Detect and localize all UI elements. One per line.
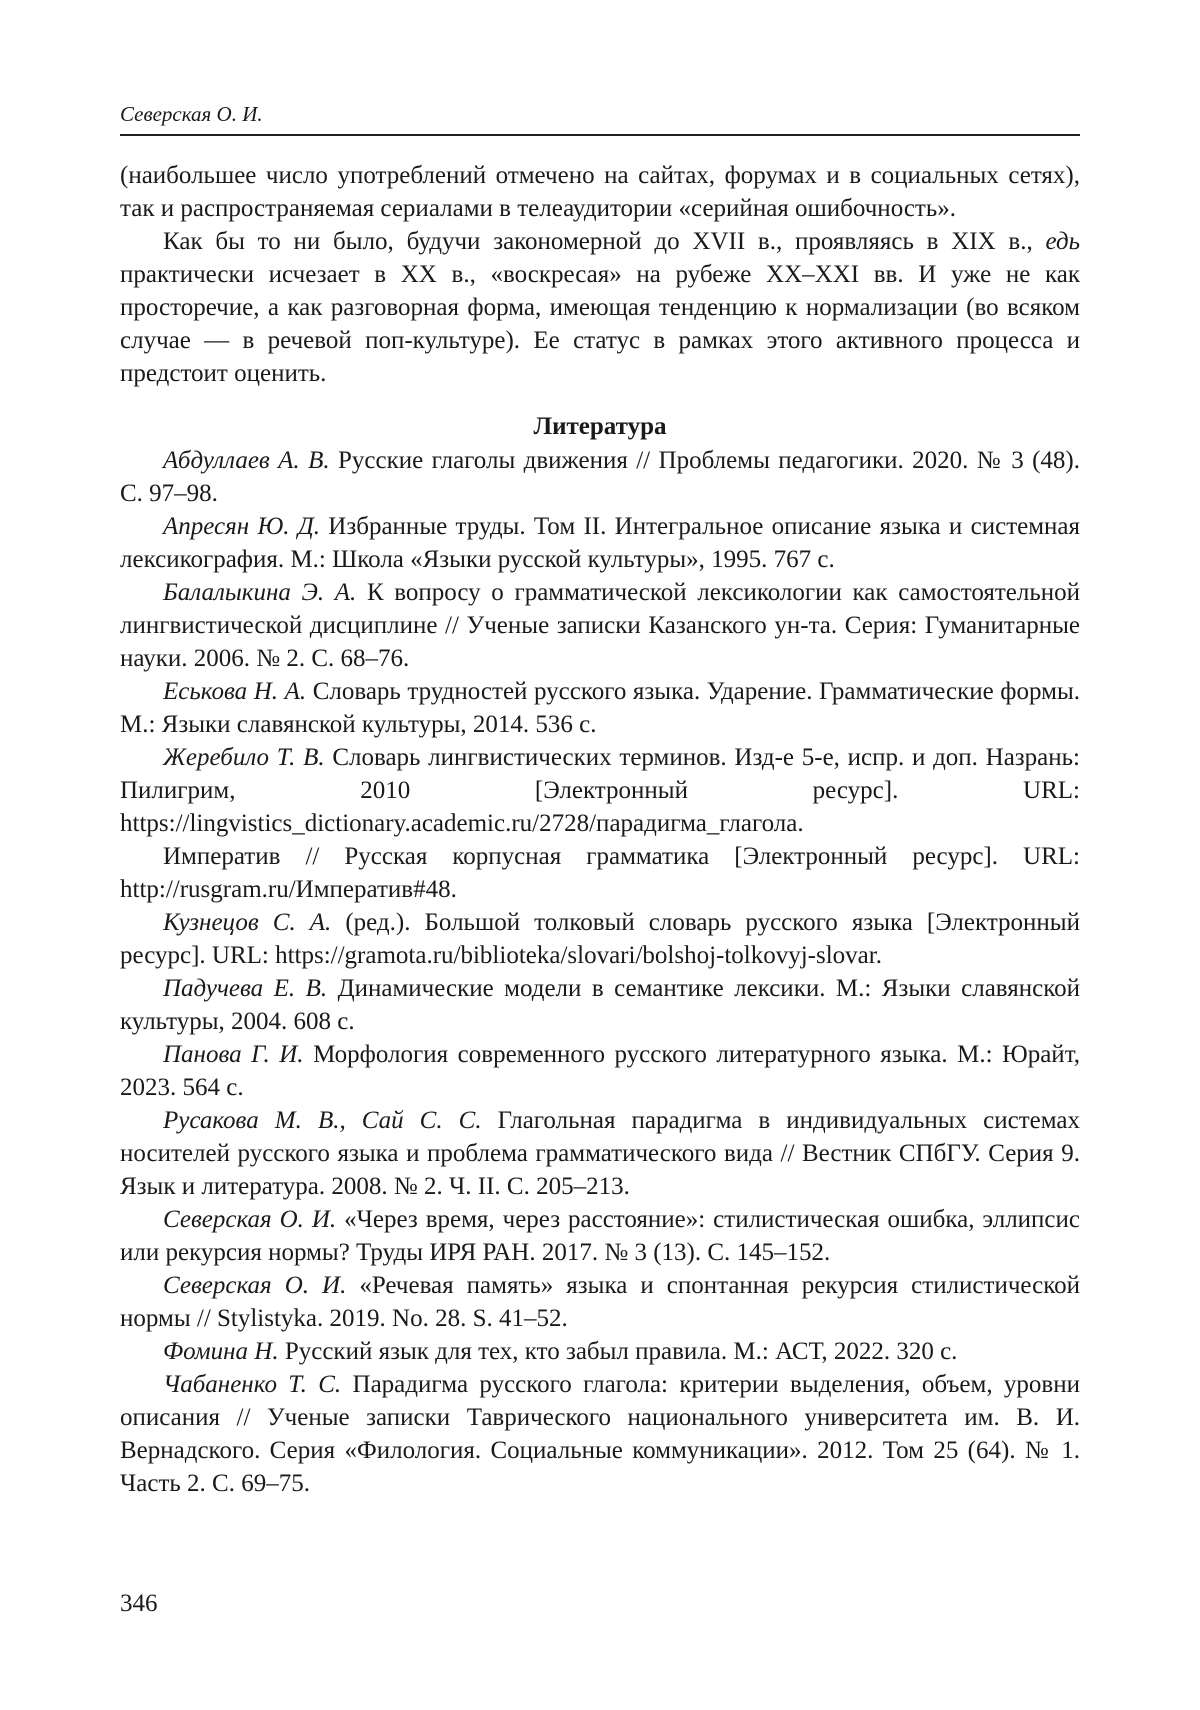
reference-text: Императив // Русская корпусная грамматика [Электронный ресурс]. URL: http://rusgram.ru/Императив#48. [120, 843, 1080, 903]
reference-author: Русакова М. В., Сай С. С. [163, 1107, 482, 1134]
reference-author: Кузнецов С. А. [163, 909, 332, 936]
reference-item [120, 444, 1080, 510]
paragraph-2-italic-word: едь [1045, 228, 1080, 255]
page-number: 346 [120, 1590, 158, 1617]
reference-text: (ред.). Большой толковый словарь русского языка [Электронный ресурс]. URL: https://gramota.ru/biblioteka/slovari/bolshoj-tolkovyj-slovar. [120, 909, 1080, 969]
page-content [120, 159, 1080, 1500]
paragraph-2-text-a: Как бы то ни было, будучи закономерной до XVII в., проявляясь в XIX в., [163, 228, 1046, 255]
reference-item [120, 741, 1080, 840]
reference-item [120, 840, 1080, 906]
paragraph-2-text-b: практически исчезает в XX в., «воскресая» на рубеже XX–XXI вв. И уже не как просторечие, а как разговорная форма, имеющая тенденцию к нормализации (во всяком случае — в речевой поп-культуре). Ее статус в рамках этого активного процесса и предстоит оценить. [120, 261, 1080, 387]
reference-item [120, 972, 1080, 1038]
body-paragraph-2 [120, 225, 1080, 390]
running-header: Северская О. И. [120, 102, 263, 126]
reference-text: Глагольная парадигма в индивидуальных системах носителей русского языка и проблема грамматического вида // Вестник СПбГУ. Серия 9. Язык и литература. 2008. № 2. Ч. II. С. 205–213. [120, 1107, 1080, 1200]
reference-text: Избранные труды. Том II. Интегральное описание языка и системная лексикография. М.: Школа «Языки русской культуры», 1995. 767 с. [120, 513, 1081, 573]
reference-text: Парадигма русского глагола: критерии выделения, объем, уровни описания // Ученые записки Таврического национального университета им. В. И. Вернадского. Серия «Филология. Социальные коммуникации». 2012. Том 25 (64). № 1. Часть 2. С. 69–75. [120, 1371, 1080, 1497]
reference-item [120, 1335, 1080, 1368]
reference-author: Апресян Ю. Д. [163, 513, 320, 540]
reference-item [120, 1104, 1080, 1203]
reference-text: Словарь трудностей русского языка. Ударение. Грамматические формы. М.: Языки славянской культуры, 2014. 536 с. [120, 678, 1080, 738]
reference-text: Словарь лингвистических терминов. Изд-е 5-е, испр. и доп. Назрань: Пилигрим, 2010 [Электронный ресурс]. URL: https://lingvistics_dictionary.academic.ru/2728/парадигма_глагола. [120, 744, 1080, 837]
reference-item [120, 906, 1080, 972]
reference-author: Панова Г. И. [163, 1041, 304, 1068]
reference-text: «Речевая память» языка и спонтанная рекурсия стилистической нормы // Stylistyka. 2019. No. 28. S. 41–52. [120, 1272, 1080, 1332]
reference-list [120, 444, 1080, 1500]
reference-author: Фомина Н. [163, 1338, 279, 1365]
reference-item [120, 576, 1080, 675]
reference-author: Еськова Н. А. [163, 678, 307, 705]
reference-author: Абдуллаев А. В. [163, 447, 330, 474]
reference-author: Жеребило Т. В. [163, 744, 325, 771]
body-paragraph-1: (наибольшее число употреблений отмечено на сайтах, форумах и в социальных сетях), так и распространяемая сериалами в телеаудитории «серийная ошибочность». [120, 162, 1080, 222]
reference-author: Северская О. И. [163, 1272, 347, 1299]
reference-author: Падучева Е. В. [163, 975, 328, 1002]
reference-text: Морфология современного русского литературного языка. М.: Юрайт, 2023. 564 с. [120, 1041, 1080, 1101]
header-rule [120, 134, 1080, 136]
reference-author: Северская О. И. [163, 1206, 337, 1233]
reference-text: Динамические модели в семантике лексики. М.: Языки славянской культуры, 2004. 608 с. [120, 975, 1080, 1035]
reference-text: «Через время, через расстояние»: стилистическая ошибка, эллипсис или рекурсия нормы? Труды ИРЯ РАН. 2017. № 3 (13). С. 145–152. [120, 1206, 1080, 1266]
reference-item [120, 1269, 1080, 1335]
reference-author: Балалыкина Э. А. [163, 579, 357, 606]
reference-text: Русский язык для тех, кто забыл правила. М.: АСТ, 2022. 320 с. [278, 1338, 958, 1365]
reference-item [120, 1203, 1080, 1269]
reference-text: Русские глаголы движения // Проблемы педагогики. 2020. № 3 (48). С. 97–98. [120, 447, 1080, 507]
reference-text: К вопросу о грамматической лексикологии как самостоятельной лингвистической дисциплине // Ученые записки Казанского ун-та. Серия: Гуманитарные науки. 2006. № 2. С. 68–76. [120, 579, 1081, 672]
references-heading: Литература [533, 413, 667, 440]
reference-item [120, 1038, 1080, 1104]
reference-item [120, 1368, 1080, 1500]
reference-item [120, 675, 1080, 741]
reference-item [120, 510, 1080, 576]
reference-author: Чабаненко Т. С. [163, 1371, 342, 1398]
